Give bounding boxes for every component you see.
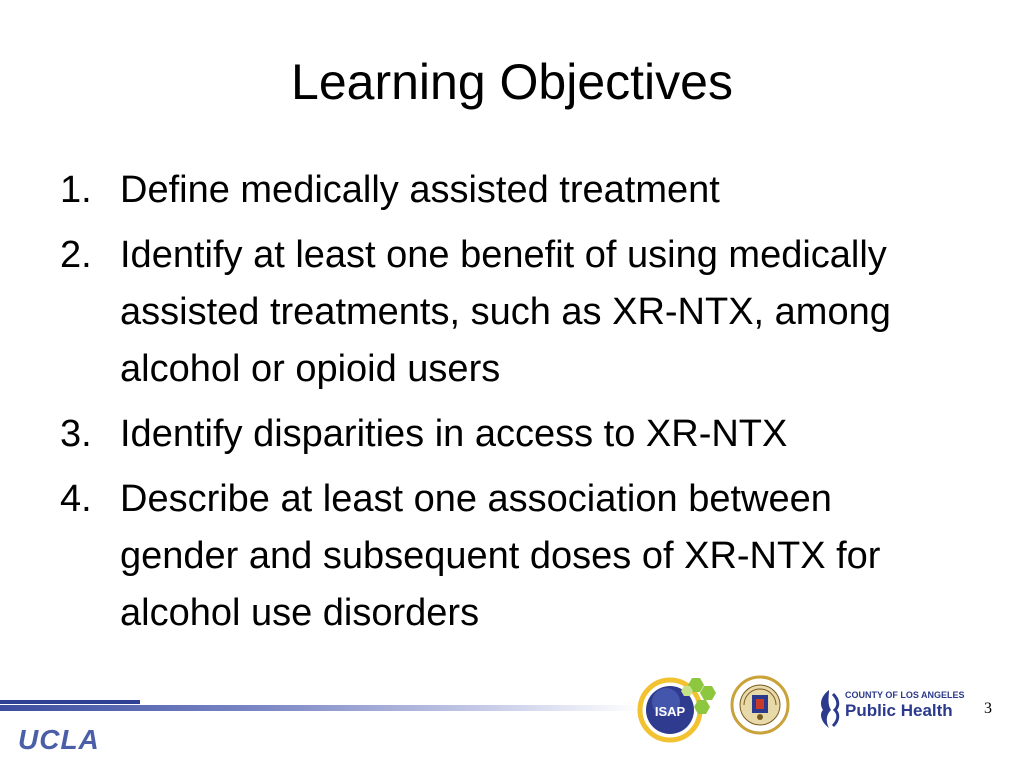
- objective-text: Describe at least one association between gender and subsequent doses of XR-NTX for alcohol use disorders: [120, 478, 881, 634]
- public-health-icon: [815, 688, 843, 730]
- objective-text: Define medically assisted treatment: [120, 169, 720, 211]
- footer-gradient-bar: [0, 705, 640, 711]
- county-seal-logo: [730, 675, 790, 735]
- page-number: 3: [984, 700, 992, 717]
- footer-accent-bar: [0, 700, 140, 704]
- public-health-title-text: Public Health: [845, 701, 953, 720]
- public-health-county-text: COUNTY OF LOS ANGELES: [845, 690, 965, 700]
- public-health-logo: [815, 688, 965, 730]
- objective-item: [60, 406, 960, 463]
- objective-item: [60, 227, 960, 398]
- objective-text: Identify at least one benefit of using medically assisted treatments, such as XR-NTX, among alcohol or opioid users: [120, 234, 891, 390]
- isap-logo-text: ISAP: [654, 704, 686, 719]
- ucla-logo: UCLA: [18, 724, 100, 755]
- objective-number: 4.: [60, 478, 92, 520]
- objective-number: 2.: [60, 234, 92, 276]
- objective-item: [60, 471, 960, 642]
- objective-number: 3.: [60, 413, 92, 455]
- isap-logo: [632, 672, 722, 744]
- objectives-list: [60, 162, 960, 650]
- objective-text: Identify disparities in access to XR-NTX: [120, 413, 788, 455]
- objective-item: [60, 162, 960, 219]
- slide-title: Learning Objectives: [291, 54, 733, 110]
- objective-number: 1.: [60, 169, 92, 211]
